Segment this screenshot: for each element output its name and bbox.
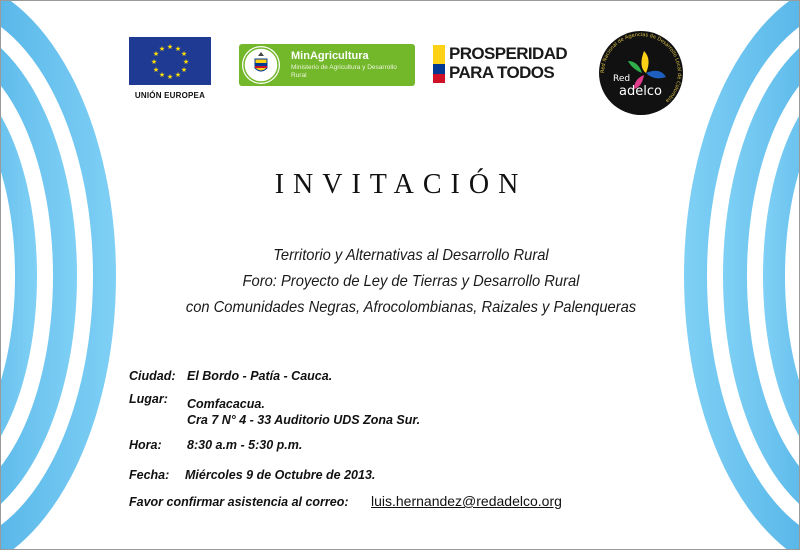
svg-text:★: ★	[166, 73, 174, 81]
lugar-value-line-2: Cra 7 N° 4 - 33 Auditorio UDS Zona Sur.	[187, 413, 421, 427]
svg-text:★: ★	[158, 45, 166, 53]
svg-text:★: ★	[182, 58, 190, 66]
left-swirl-decoration	[1, 1, 131, 550]
redadelco-ring-text: Red Nacional de Agencias de Desarrollo Local de Colombia	[599, 31, 683, 104]
confirm-text: Favor confirmar asistencia al correo:	[129, 495, 349, 509]
eu-logo	[129, 37, 211, 100]
lugar-label: Lugar:	[129, 392, 168, 406]
fecha-label: Fecha:	[129, 468, 170, 482]
svg-text:★: ★	[152, 50, 160, 58]
prosperidad-text	[449, 44, 567, 82]
hora-label: Hora:	[129, 438, 162, 452]
svg-text:★: ★	[166, 43, 174, 51]
redadelco-adelco-text: adelco	[619, 84, 662, 99]
subtitle-line-1: Territorio y Alternativas al Desarrollo Rural	[273, 247, 549, 264]
svg-text:★: ★	[152, 66, 160, 74]
subtitle-line-3: con Comunidades Negras, Afrocolombianas, Raizales y Palenqueras	[185, 299, 637, 316]
confirm-email-link[interactable]: luis.hernandez@redadelco.org	[371, 493, 562, 509]
minagricultura-title: MinAgricultura	[291, 50, 369, 62]
subtitle-line-2: Foro: Proyecto de Ley de Tierras y Desarrollo Rural	[242, 273, 580, 290]
colombia-seal-icon	[242, 46, 280, 84]
prosperidad-line-1: PROSPERIDAD	[449, 44, 568, 63]
ciudad-value: El Bordo - Patía - Cauca.	[187, 369, 333, 383]
hora-value: 8:30 a.m - 5:30 p.m.	[187, 438, 303, 452]
fecha-value: Miércoles 9 de Octubre de 2013.	[185, 468, 376, 482]
svg-text:★: ★	[180, 66, 188, 74]
colombia-flag-bar-icon	[433, 45, 445, 83]
minagricultura-subtitle: Ministerio de Agricultura y Desarrollo Rural	[291, 64, 397, 79]
svg-text:★: ★	[174, 71, 182, 79]
prosperidad-para-todos-logo	[433, 44, 575, 86]
minagricultura-logo	[239, 44, 415, 86]
svg-text:★: ★	[150, 58, 158, 66]
ciudad-label: Ciudad:	[129, 369, 176, 383]
redadelco-logo	[597, 29, 685, 117]
eu-caption: UNIÓN EUROPEA	[134, 91, 206, 100]
invitation-title: INVITACIÓN	[274, 169, 528, 200]
svg-text:★: ★	[158, 71, 166, 79]
redadelco-red-text: Red	[613, 74, 631, 84]
svg-text:★: ★	[174, 45, 182, 53]
prosperidad-line-2: PARA TODOS	[449, 63, 555, 82]
lugar-value-line-1: Comfacacua.	[187, 397, 265, 411]
right-swirl-decoration	[669, 1, 799, 550]
eu-flag-icon	[129, 37, 211, 85]
svg-text:★: ★	[180, 50, 188, 58]
